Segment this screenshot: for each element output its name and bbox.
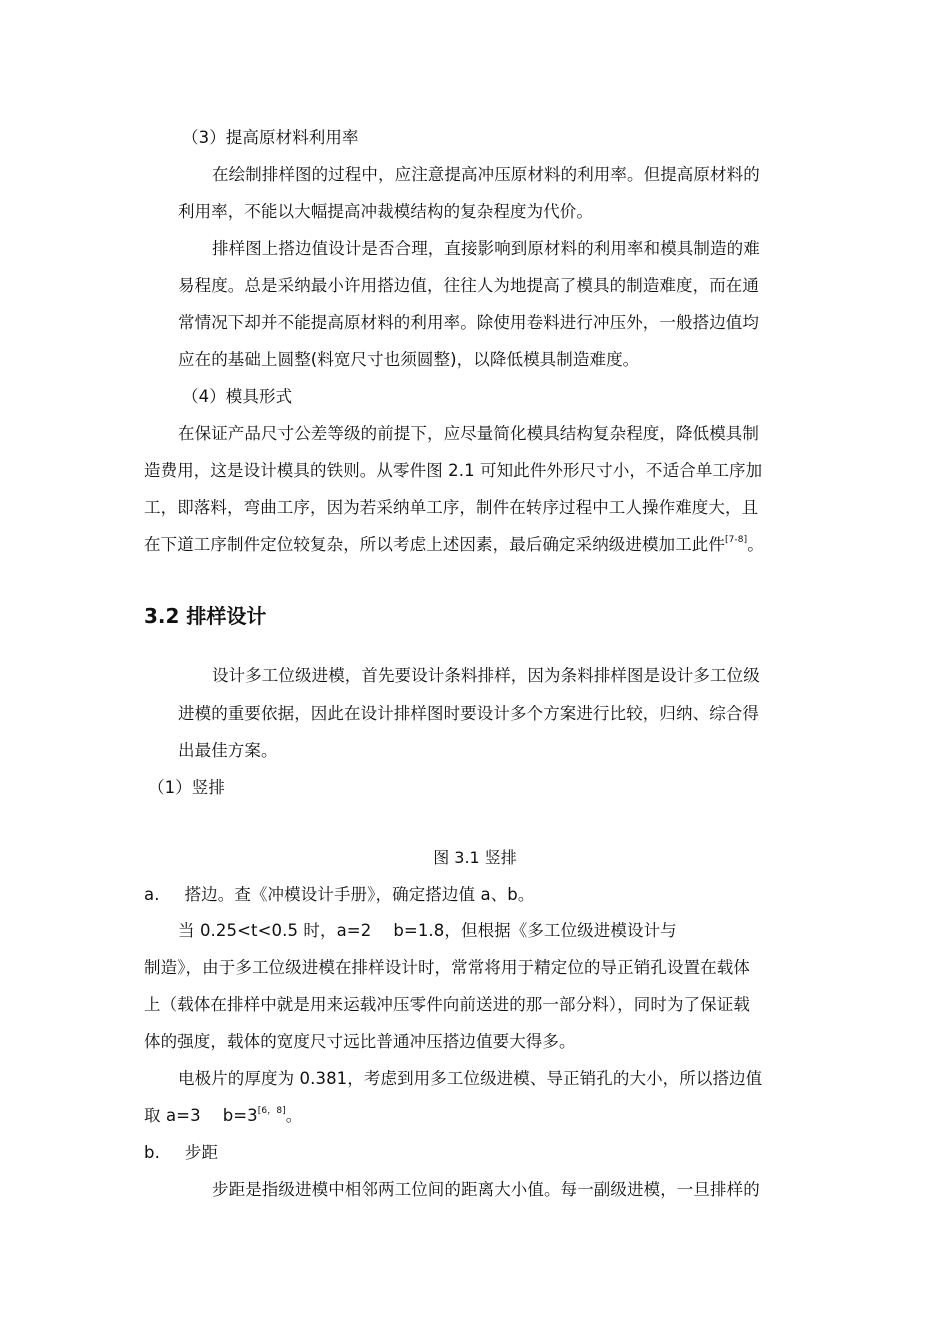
line-text: b=1.8，但根据《多工位级进模设计与	[393, 921, 677, 940]
paragraph-line: 上（载体在排样中就是用来运载冲压零件向前送进的那一部分料），同时为了保证载	[144, 995, 750, 1014]
subsection-heading-3: （3）提高原材料利用率	[182, 128, 359, 147]
paragraph-line	[178, 920, 677, 942]
paragraph-line: 在绘制排样图的过程中，应注意提高冲压原材料的利用率。但提高原材料的	[212, 165, 760, 184]
paragraph-line: 造费用，这是设计模具的铁则。从零件图 2.1 可知此件外形尺寸小，不适合单工序加	[144, 461, 763, 480]
subsection-heading-4: （4）模具形式	[182, 387, 293, 406]
line-text: 取 a=3	[144, 1106, 201, 1125]
item-text: 搭边。查《冲模设计手册》，确定搭边值 a、b。	[184, 885, 535, 904]
paragraph-line: 工，即落料，弯曲工序，因为若采纳单工序，制件在转序过程中工人操作难度大，且	[144, 498, 759, 517]
line-end: 。	[285, 1106, 303, 1125]
list-item-a	[144, 884, 534, 906]
paragraph-line: 利用率，不能以大幅提高冲裁模结构的复杂程度为代价。	[178, 202, 593, 221]
figure-caption: 图 3.1 竖排	[433, 848, 517, 867]
paragraph-line	[144, 534, 764, 556]
citation-ref: [7-8]	[725, 534, 748, 545]
paragraph-line: 在保证产品尺寸公差等级的前提下，应尽量简化模具结构复杂程度，降低模具制	[178, 424, 759, 443]
item-label: a.	[144, 885, 160, 904]
paragraph-line: 常情况下却并不能提高原材料的利用率。除使用卷料进行冲压外，一般搭边值均	[178, 313, 759, 332]
line-text: 当 0.25<t<0.5 时，a=2	[178, 921, 372, 940]
line-end: 。	[747, 535, 764, 554]
paragraph-line: 应在的基础上圆整(料宽尺寸也须圆整)，以降低模具制造难度。	[178, 350, 640, 369]
paragraph-line: 设计多工位级进模，首先要设计条料排样，因为条料排样图是设计多工位级	[212, 666, 760, 685]
line-text: 在下道工序制件定位较复杂，所以考虑上述因素，最后确定采纳级进模加工此件	[144, 535, 725, 554]
line-text: b=3	[222, 1106, 258, 1125]
subsection-heading-vertical: （1）竖排	[148, 778, 225, 797]
item-text: 步距	[184, 1143, 219, 1162]
paragraph-line: 出最佳方案。	[178, 741, 278, 760]
paragraph-line: 排样图上搭边值设计是否合理，直接影响到原材料的利用率和模具制造的难	[212, 239, 760, 258]
paragraph-line	[144, 1105, 302, 1127]
citation-ref: [6，8]	[257, 1105, 286, 1116]
list-item-b	[144, 1142, 218, 1164]
paragraph-line: 易程度。总是采纳最小许用搭边值，往往人为地提高了模具的制造难度，而在通	[178, 276, 759, 295]
paragraph-line: 体的强度，载体的宽度尺寸远比普通冲压搭边值要大得多。	[144, 1032, 576, 1051]
paragraph-line: 进模的重要依据，因此在设计排样图时要设计多个方案进行比较，归纳、综合得	[178, 704, 759, 723]
paragraph-line: 步距是指级进模中相邻两工位间的距离大小值。每一副级进模，一旦排样的	[212, 1180, 760, 1199]
paragraph-line: 电极片的厚度为 0.381，考虑到用多工位级进模、导正销孔的大小，所以搭边值	[178, 1069, 763, 1088]
item-label: b.	[144, 1143, 160, 1162]
section-title: 3.2 排样设计	[144, 604, 267, 628]
paragraph-line: 制造》，由于多工位级进模在排样设计时，常常将用于精定位的导正销孔设置在载体	[144, 958, 750, 977]
